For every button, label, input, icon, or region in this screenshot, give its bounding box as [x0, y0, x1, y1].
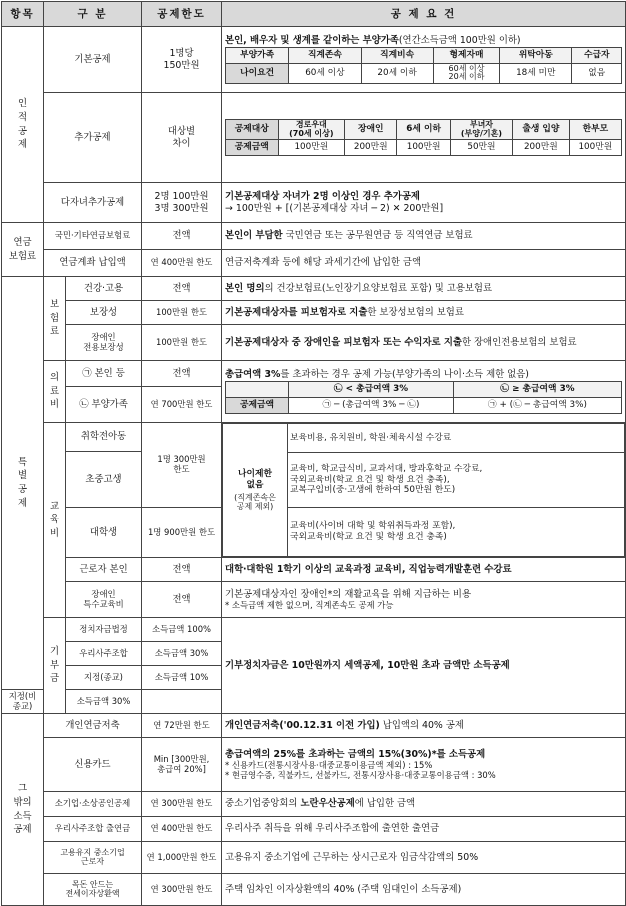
table-row [2, 250, 626, 277]
donation-requirement: 기부정치자금은 10만원까지 세액공제, 10만원 초과 금액만 소득공제 [222, 618, 626, 714]
table-row [2, 842, 626, 874]
table-row [2, 792, 626, 817]
small-biz-limit: 연 300만원 한도 [142, 792, 222, 817]
table-row [2, 423, 626, 452]
personal-pension-req: 개인연금저축('00.12.31 이전 가입) 납입액의 40% 공제 [222, 714, 626, 738]
additional-requirement [222, 93, 626, 183]
medical-family-label: ㉡ 부양가족 [66, 387, 142, 423]
table-row [2, 27, 626, 93]
guarantee-limit: 100만원 한도 [142, 301, 222, 325]
employment-label: 고용유지 중소기업 근로자 [44, 842, 142, 874]
table-row [2, 874, 626, 906]
credit-card-limit: Min [300만원, 총급여 20%] [142, 738, 222, 792]
subcategory-donation: 기 부 금 [44, 618, 66, 714]
annuity-limit: 연 400만원 한도 [142, 250, 222, 277]
edu-college-limit: 1명 900만원 한도 [142, 508, 222, 558]
donation-limit: 소득금액 10% [142, 666, 222, 690]
small-biz-req: 중소기업중앙회의 노란우산공제에 납입한 금액 [222, 792, 626, 817]
additional-deduction-label: 추가공제 [44, 93, 142, 183]
annuity-requirement: 연금저축계좌 등에 해당 과세기간에 납입한 금액 [222, 250, 626, 277]
additional-limit: 대상별 차이 [142, 93, 222, 183]
table-row [2, 93, 626, 183]
edu-school-req: 교육비, 학교급식비, 교과서대, 방과후학교 수강료, 국외교육비(학교 요건 및 학생 요건 충족), 교복구입비(중‧고생에 한하여 50만원 한도) [288, 453, 625, 508]
health-limit: 전액 [142, 277, 222, 301]
edu-worker-label: 근로자 본인 [66, 558, 142, 582]
table-row [2, 817, 626, 842]
edu-special-req: 기본공제대상자인 장애인*의 재활교육을 위해 지급하는 비용 * 소득금액 제한 없으며, 직계존속도 공제 가능 [222, 582, 626, 618]
subcategory-medical: 의 료 비 [44, 361, 66, 423]
edu-school-limit: 1명 300만원 한도 [142, 423, 222, 508]
employment-limit: 연 1,000만원 한도 [142, 842, 222, 874]
edu-college-label: 대학생 [66, 508, 142, 558]
edu-worker-req: 대학‧대학원 1학기 이상의 교육과정 교육비, 직업능력개발훈련 수강료 [222, 558, 626, 582]
deduction-table [1, 1, 626, 906]
table-row [2, 582, 626, 618]
health-requirement: 본인 명의의 건강보험료(노인장기요양보험료 포함) 및 고용보험료 [222, 277, 626, 301]
edu-preschool-req: 보육비용, 유치원비, 학원‧체육시설 수강료 [288, 424, 625, 453]
rent-label: 목돈 안드는 전세이자상환액 [44, 874, 142, 906]
category-special: 특 별 공 제 [2, 277, 44, 690]
basic-deduction-label: 기본공제 [44, 27, 142, 93]
table-row [2, 714, 626, 738]
health-label: 건강‧고용 [66, 277, 142, 301]
table-row [2, 558, 626, 582]
subcategory-insurance: 보 험 료 [44, 277, 66, 361]
edu-school-label: 초중고생 [66, 452, 142, 508]
rent-req: 주택 임차인 이자상환액의 40% (주택 임대인이 소득공제) [222, 874, 626, 906]
annuity-label: 연금계좌 납입액 [44, 250, 142, 277]
category-personal: 인 적 공 제 [2, 27, 44, 223]
donation-limit: 소득금액 30% [66, 690, 142, 714]
esop-limit: 연 400만원 한도 [142, 817, 222, 842]
disabled-insurance-limit: 100만원 한도 [142, 325, 222, 361]
table-row [2, 361, 626, 387]
table-row [2, 277, 626, 301]
header-limit: 공제한도 [142, 2, 222, 27]
table-row [2, 618, 626, 642]
medical-self-label: ㉠ 본인 등 [66, 361, 142, 387]
basic-age-table: 부양가족 직계존속 직계비속 형제자매 위탁아동 수급자 나이요건 60세 이상 20세 이하 60세 이상 20세 이하 18세 미만 없음 [225, 47, 622, 84]
edu-college-req: 교육비(사이버 대학 및 학위취득과정 포함), 국외교육비(학교 요건 및 학생 요건 충족) [288, 508, 625, 557]
edu-special-limit: 전액 [142, 582, 222, 618]
edu-worker-limit: 전액 [142, 558, 222, 582]
subcategory-education: 교 육 비 [44, 423, 66, 618]
guarantee-label: 보장성 [66, 301, 142, 325]
credit-card-label: 신용카드 [44, 738, 142, 792]
pension-requirement: 본인이 부담한 국민연금 또는 공무원연금 등 직역연금 보험료 [222, 223, 626, 250]
medical-case-table: ㉡ < 총급여액 3% ㉡ ≥ 총급여액 3% 공제금액 ㉠ ─ (총급여액 3% ─ ㉡) ㉠ + (㉡ ─ 총급여액 3%) [225, 381, 622, 414]
category-other: 그 밖의 소득 공제 [2, 714, 44, 906]
multichild-requirement: 기본공제대상 자녀가 2명 이상인 경우 추가공제 → 100만원 + [(기본공제대상 자녀 ─ 2) ✕ 200만원] [222, 183, 626, 223]
table-row [2, 325, 626, 361]
header-item: 항목 [2, 2, 44, 27]
pension-label: 국민‧기타연금보험료 [44, 223, 142, 250]
table-header-row [2, 2, 626, 27]
guarantee-requirement: 기본공제대상자를 피보험자로 지출한 보장성보험의 보험료 [222, 301, 626, 325]
table-row [2, 738, 626, 792]
rent-limit: 연 300만원 한도 [142, 874, 222, 906]
disabled-insurance-label: 장애인 전용보장성 [66, 325, 142, 361]
additional-amount-table: 공제대상 경로우대 (70세 이상) 장애인 6세 이하 부녀자 (부양/기혼) 출생 입양 한부모 공제금액 100만원 200만원 100만원 50만원 200만원 100만원 [225, 119, 622, 156]
donation-item: 우리사주조합 [66, 642, 142, 666]
edu-preschool-label: 취학전아동 [66, 423, 142, 452]
personal-pension-limit: 연 72만원 한도 [142, 714, 222, 738]
donation-item: 정치자금법정 [66, 618, 142, 642]
basic-requirement: 본인, 배우자 및 생계를 같이하는 부양가족(연간소득금액 100만원 이하) 부양가족 직계존속 직계비속 형제자매 위탁아동 수급자 나이요건 60세 이상 20세 이하 60세 이상 20세 이하 18세 미만 없음 [222, 27, 626, 93]
employment-req: 고용유지 중소기업에 근무하는 상시근로자 임금삭감액의 50% [222, 842, 626, 874]
medical-requirement: 총급여액 3%를 초과하는 경우 공제 가능(부양가족의 나이‧소득 제한 없음) ㉡ < 총급여액 3% ㉡ ≥ 총급여액 3% 공제금액 ㉠ ─ (총급여액 3% ─ ㉡) ㉠ + (㉡ ─ 총급여액 3%) [222, 361, 626, 423]
edu-no-age-limit: 나이제한 없음 (직계존속은 공제 제외) [223, 424, 288, 557]
basic-limit: 1명당 150만원 [142, 27, 222, 93]
medical-self-limit: 전액 [142, 361, 222, 387]
small-biz-label: 소기업‧소상공인공제 [44, 792, 142, 817]
pension-limit: 전액 [142, 223, 222, 250]
disabled-insurance-requirement: 기본공제대상자 중 장애인을 피보험자 또는 수익자로 지출한 장애인전용보험의 보험료 [222, 325, 626, 361]
medical-family-limit: 연 700만원 한도 [142, 387, 222, 423]
edu-requirement [222, 423, 626, 558]
edu-special-label: 장애인 특수교육비 [66, 582, 142, 618]
credit-card-req: 총급여액의 25%를 초과하는 금액의 15%(30%)*를 소득공제 * 신용카드(전통시장사용‧대중교통이용금액 제외) : 15% * 현금영수증, 직불카드, 선불카드, 전통시장사용‧대중교통이용금액 : 30% [222, 738, 626, 792]
personal-pension-label: 개인연금저축 [44, 714, 142, 738]
esop-req: 우리사주 취득을 위해 우리사주조합에 출연한 출연금 [222, 817, 626, 842]
table-row [2, 223, 626, 250]
donation-limit: 소득금액 30% [142, 642, 222, 666]
multichild-label: 다자녀추가공제 [44, 183, 142, 223]
header-requirement: 공 제 요 건 [222, 2, 626, 27]
donation-item: 지정(종교) [66, 666, 142, 690]
donation-limit: 소득금액 100% [142, 618, 222, 642]
multichild-limit: 2명 100만원 3명 300만원 [142, 183, 222, 223]
header-division: 구 분 [44, 2, 142, 27]
table-row [2, 183, 626, 223]
donation-item: 지정(비종교) [2, 690, 44, 714]
esop-label: 우리사주조합 출연금 [44, 817, 142, 842]
table-row [2, 301, 626, 325]
category-pension: 연금 보험료 [2, 223, 44, 277]
